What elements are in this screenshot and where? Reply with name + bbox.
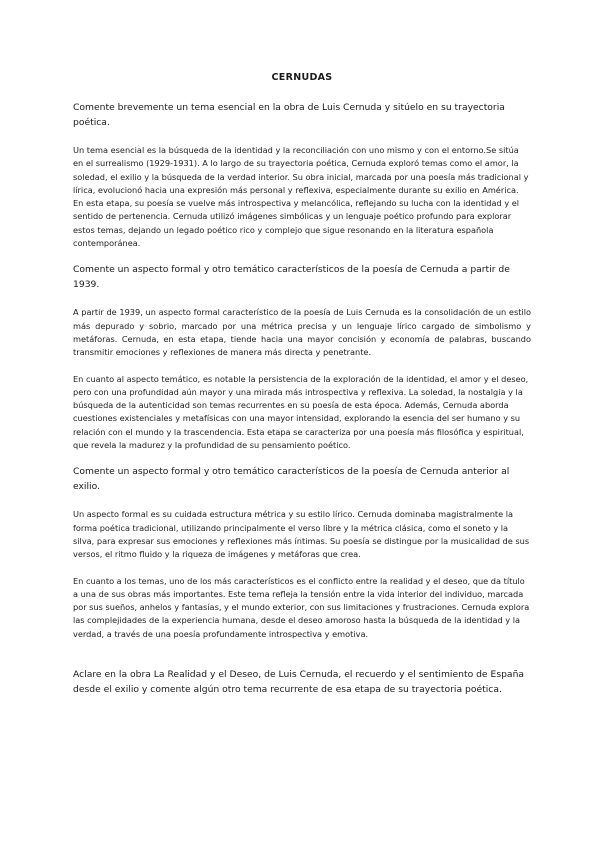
document-page	[73, 72, 531, 711]
answer-2-paragraph-1: A partir de 1939, un aspecto formal característico de la poesía de Luis Cernuda es la consolidación de un estilo más depurado y sobrio, marcado por una métrica precisa y un lenguaje lírico cargado de simbolismo y metáforas. Cernuda, en esta etapa, tiende hacia una mayor concisión y economía de palabras, buscando transmitir emociones y reflexiones de manera más directa y penetrante.	[73, 307, 531, 358]
section-3	[73, 465, 531, 641]
answer-3-paragraph-2: En cuanto a los temas, uno de los más característicos es el conflicto entre la realidad y el deseo, que da título a una de sus obras más importantes. Este tema refleja la tensión entre la vida interior del individuo, marcada por sus sueños, anhelos y fantasías, y el mundo exterior, con sus limitaciones y frustraciones. Cernuda explora las complejidades de la experiencia humana, desde el deseo amoroso hasta la búsqueda de la identidad y la verdad, a través de una poesía profundamente introspectiva y emotiva.	[73, 575, 530, 639]
document-title: CERNUDAS	[271, 72, 333, 83]
section-1	[73, 101, 531, 250]
question-1: Comente brevemente un tema esencial en la obra de Luis Cernuda y sitúelo en su trayectoria poética.	[73, 102, 505, 128]
question-4: Aclare en la obra La Realidad y el Deseo, de Luis Cernuda, el recuerdo y el sentimiento de España desde el exilio y comente algún otro tema recurrente de esa etapa de su trayectoria poética.	[73, 669, 525, 695]
question-2: Comente un aspecto formal y otro temático característicos de la poesía de Cernuda a partir de 1939.	[73, 264, 510, 290]
section-4	[73, 668, 531, 697]
answer-3-paragraph-1: Un aspecto formal es su cuidada estructura métrica y su estilo lírico. Cernuda dominaba magistralmente la forma poética tradicional, utilizando principalmente el verso libre y la métrica clásica, como el soneto y la silva, para expresar sus emociones y reflexiones más íntimas. Su poesía se distingue por la musicalidad de sus versos, el ritmo fluido y la riqueza de imágenes y metáforas que crea.	[73, 509, 530, 560]
question-3: Comente un aspecto formal y otro temático característicos de la poesía de Cernuda anterior al exilio.	[73, 466, 510, 492]
section-spacer	[73, 654, 531, 668]
section-2	[73, 263, 531, 452]
answer-2-paragraph-2: En cuanto al aspecto temático, es notable la persistencia de la exploración de la identidad, el amor y el deseo, pero con una profundidad aún mayor y una mirada más introspectiva y reflexiva. La soledad, la nostalgia y la búsqueda de la autenticidad son temas recurrentes en su poesía de esta época. Además, Cernuda aborda cuestiones existenciales y metafísicas con una mayor intensidad, explorando la esencia del ser humano y su relación con el mundo y la trascendencia. Esta etapa se caracteriza por una poesía más filosófica y espiritual, que revela la madurez y la profundidad de su pensamiento poético.	[73, 373, 529, 451]
answer-1-paragraph-1: Un tema esencial es la búsqueda de la identidad y la reconciliación con uno mismo y con el entorno.Se sitúa en el surrealismo (1929-1931). A lo largo de su trayectoria poética, Cernuda exploró temas como el amor, la soledad, el exilio y la búsqueda de la verdad interior. Su obra inicial, marcada por una poesía más tradicional y lírica, evolucionó hacia una expresión más personal y reflexiva, especialmente durante su exilio en América. En esta etapa, su poesía se vuelve más introspectiva y melancólica, reflejando su lucha con la identidad y el sentido de pertenencia. Cernuda utilizó imágenes simbólicas y un lenguaje poético profundo para explorar estos temas, dejando un legado poético rico y complejo que sigue resonando en la literatura española contemporánea.	[73, 145, 529, 249]
